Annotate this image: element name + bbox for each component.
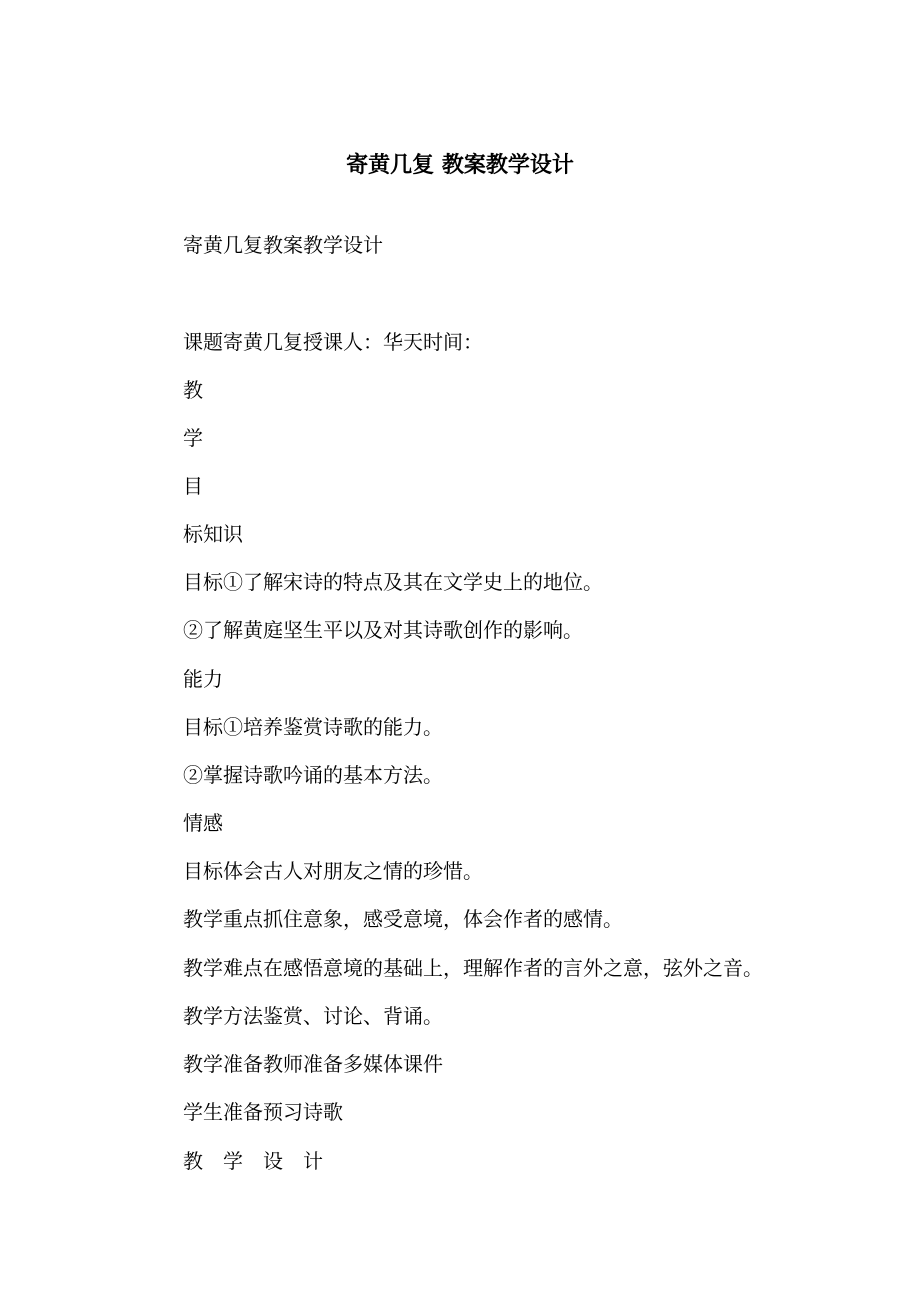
body-line: 目	[183, 474, 203, 498]
body-line: ②掌握诗歌吟诵的基本方法。	[183, 763, 443, 787]
body-line: 目标①了解宋诗的特点及其在文学史上的地位。	[183, 570, 603, 594]
body-line: 教学重点抓住意象，感受意境，体会作者的感情。	[183, 907, 623, 931]
document-title: 寄黄几复 教案教学设计	[346, 153, 574, 178]
body-line: 教	[183, 378, 203, 402]
body-line: 标知识	[183, 522, 243, 546]
section-heading: 教学设计	[183, 1149, 343, 1173]
body-line: 教学准备教师准备多媒体课件	[183, 1052, 443, 1076]
body-line: 目标体会古人对朋友之情的珍惜。	[183, 859, 483, 883]
body-line: 学生准备预习诗歌	[183, 1100, 343, 1124]
subtitle-line: 寄黄几复教案教学设计	[183, 233, 383, 257]
body-line: 目标①培养鉴赏诗歌的能力。	[183, 715, 443, 739]
body-line: 教学方法鉴赏、讨论、背诵。	[183, 1004, 443, 1028]
body-line: ②了解黄庭坚生平以及对其诗歌创作的影响。	[183, 618, 583, 642]
body-line: 教学难点在感悟意境的基础上，理解作者的言外之意，弦外之音。	[183, 956, 763, 980]
body-line: 学	[183, 426, 203, 450]
lesson-info-line: 课题寄黄几复授课人：华天时间：	[183, 330, 483, 354]
body-line: 能力	[183, 667, 223, 691]
body-line: 情感	[183, 811, 223, 835]
